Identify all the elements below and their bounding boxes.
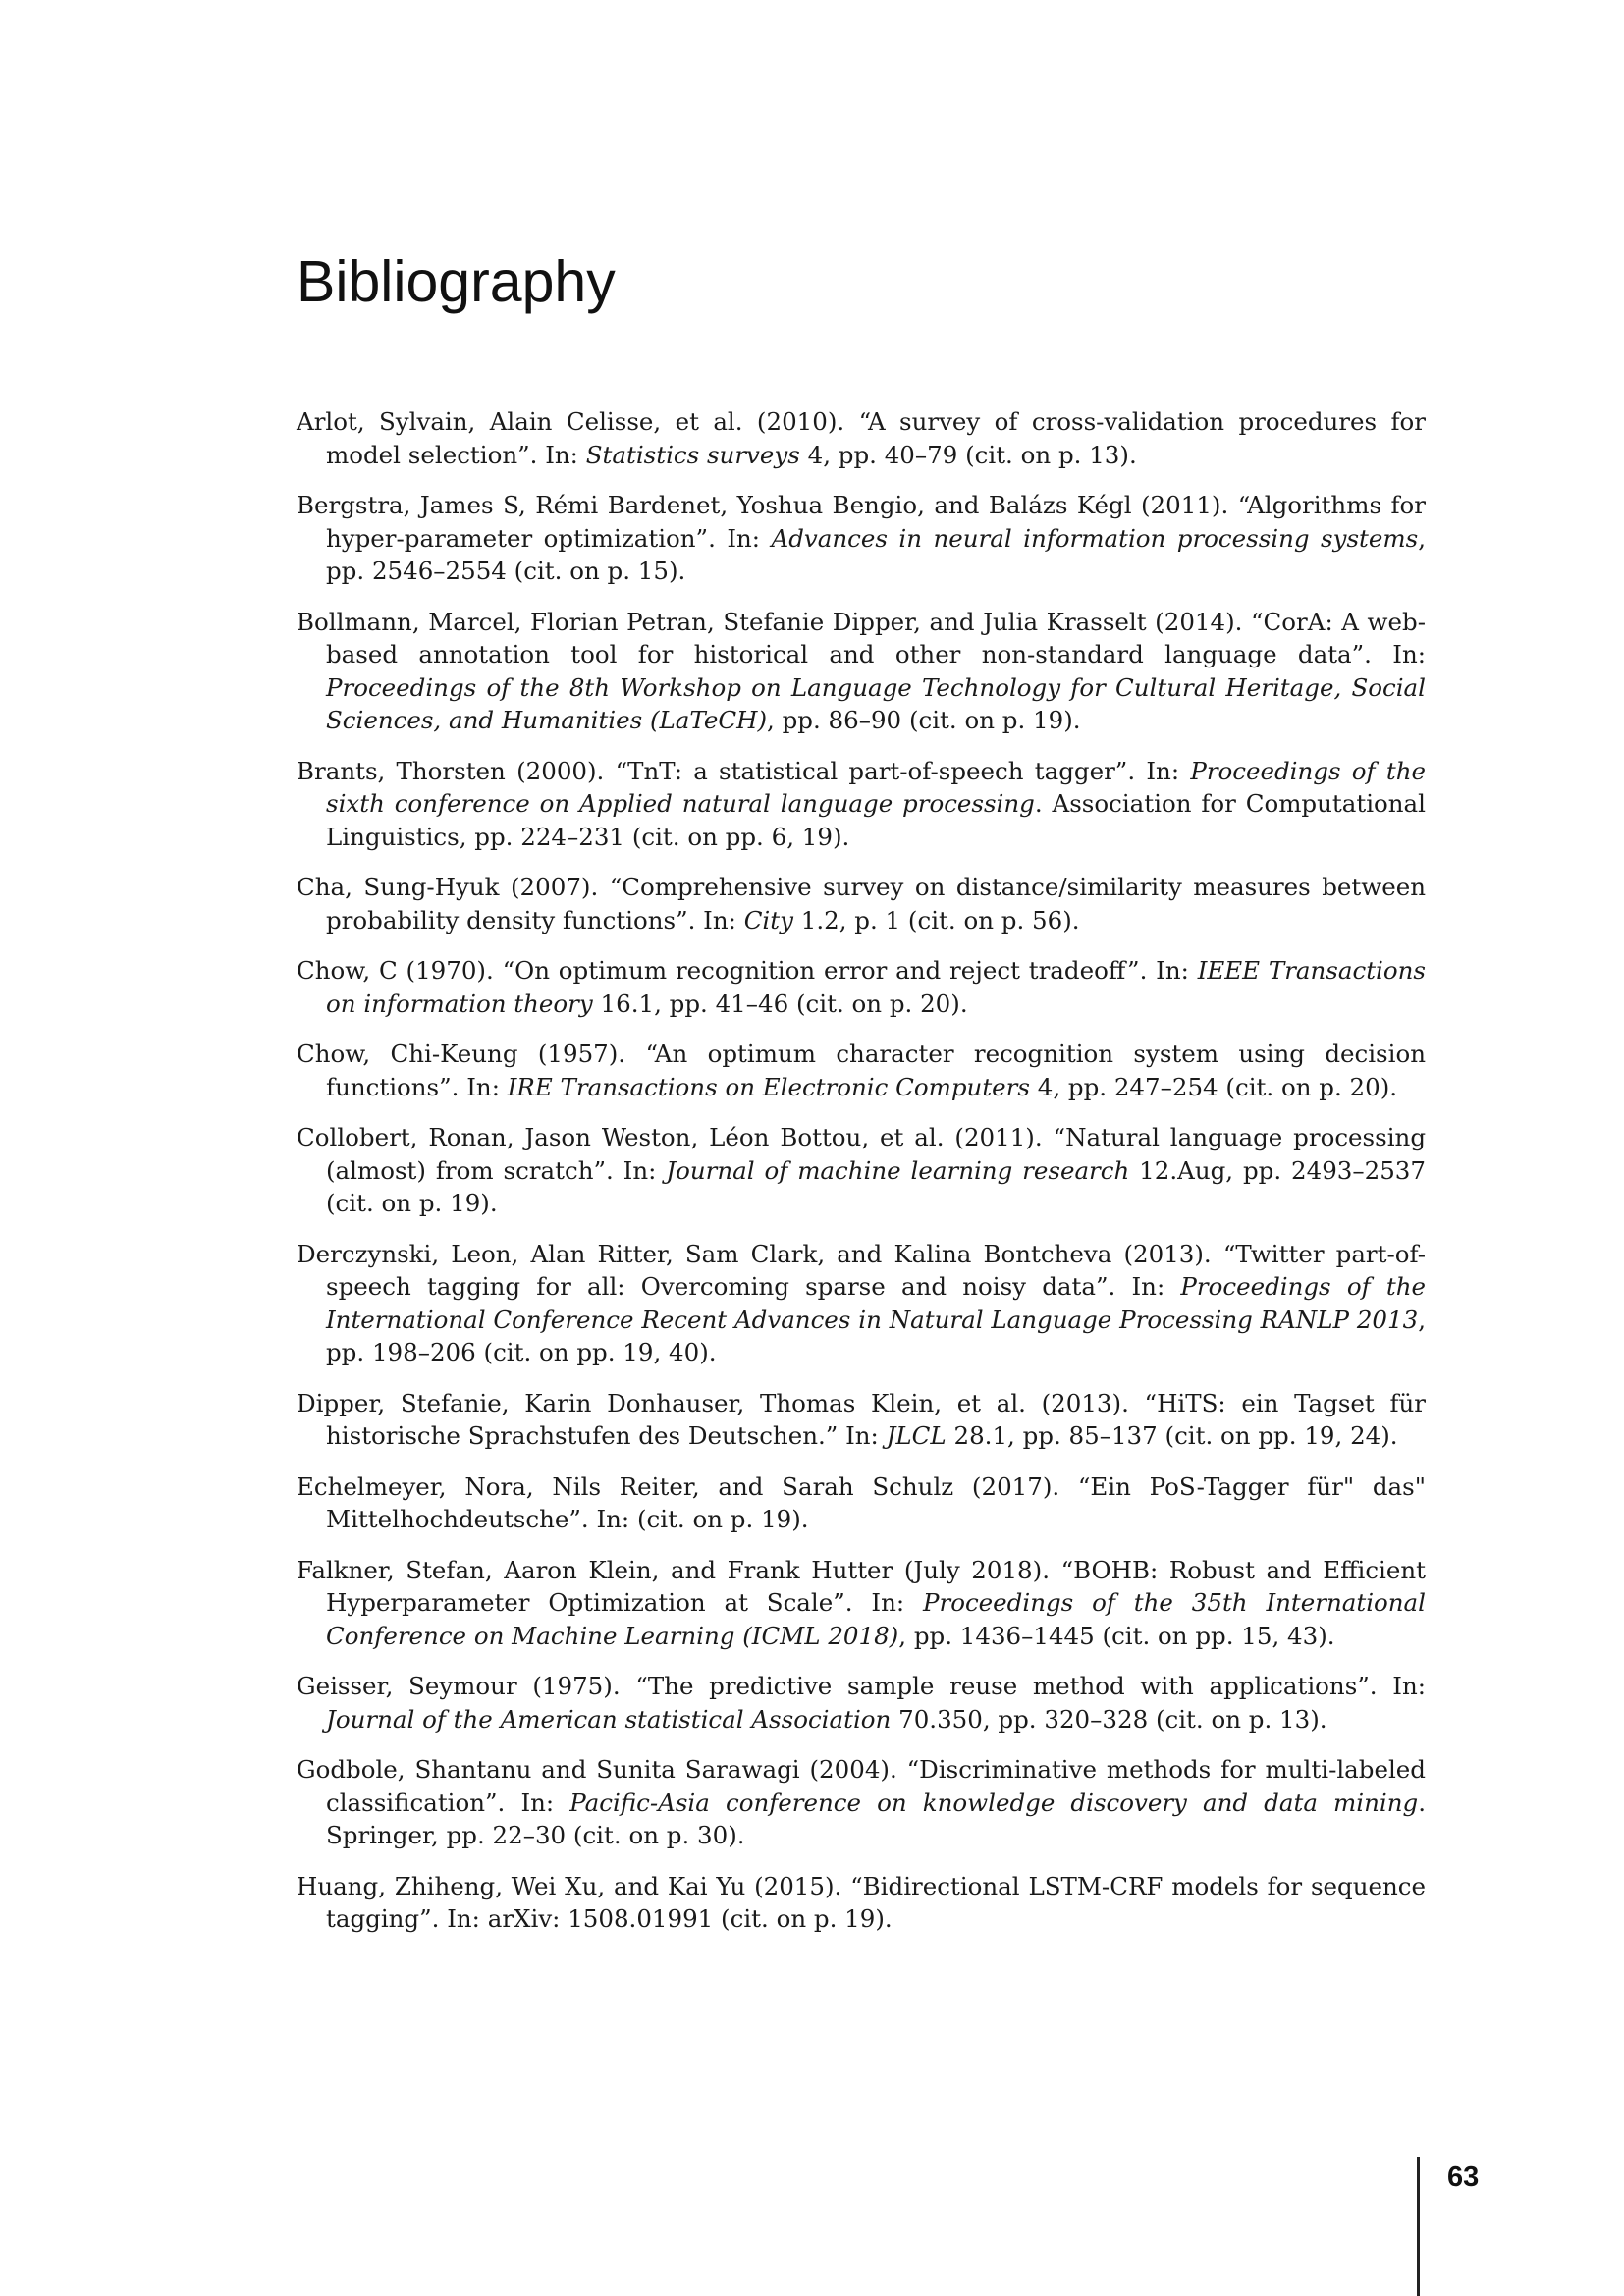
entry-venue: City (743, 905, 793, 934)
entry-venue: Statistics surveys (585, 440, 800, 469)
entry-text: Collobert, Ronan, Jason Weston, Léon Bottou, et al. (2011). “Natural language processing (almost) from scratch”. In: (297, 1123, 1426, 1185)
entry-details: 4, pp. 247–254 (cit. on p. 20). (1029, 1072, 1398, 1101)
entry-text: Falkner, Stefan, Aaron Klein, and Frank Hutter (July 2018). “BOHB: Robust and Efficient Hyperparameter Optimization at Scale”. In: (297, 1555, 1426, 1617)
bibliography-entry (297, 871, 1426, 936)
entry-details: , pp. 1436–1445 (cit. on pp. 15, 43). (898, 1621, 1335, 1650)
entry-details: , pp. 86–90 (cit. on p. 19). (767, 706, 1081, 734)
entry-text: Chow, C (1970). “On optimum recognition error and reject tradeoff”. In: (297, 956, 1198, 985)
entry-text: Huang, Zhiheng, Wei Xu, and Kai Yu (2015). “Bidirectional LSTM-CRF models for sequence tagging”. In: arXiv: 1508.01991 (cit. on p. 19). (297, 1871, 1426, 1933)
entry-text: Godbole, Shantanu and Sunita Sarawagi (2004). “Discriminative methods for multi-labeled classification”. In: (297, 1755, 1426, 1817)
entry-venue: IRE Transactions on Electronic Computers (507, 1072, 1030, 1101)
entry-text: Arlot, Sylvain, Alain Celisse, et al. (2010). “A survey of cross-validation procedures for model selection”. In: (297, 407, 1426, 469)
entry-venue: Advances in neural information processing systems (771, 523, 1419, 553)
bibliography-entry (297, 1470, 1426, 1536)
bibliography-entry (297, 954, 1426, 1020)
entry-text: Derczynski, Leon, Alan Ritter, Sam Clark, and Kalina Bontcheva (2013). “Twitter part-of-speech tagging for all: Overcoming sparse and noisy data”. In: (297, 1239, 1426, 1301)
bibliography-list (297, 405, 1426, 1953)
entry-venue: Journal of the American statistical Association (326, 1704, 892, 1734)
bibliography-entry (297, 405, 1426, 471)
bibliography-entry (297, 755, 1426, 854)
entry-details: 4, pp. 40–79 (cit. on p. 13). (799, 440, 1137, 469)
bibliography-entry (297, 606, 1426, 737)
entry-text: Bergstra, James S, Rémi Bardenet, Yoshua Bengio, and Balázs Kégl (2011). “Algorithms for hyper-parameter optimization”. In: (297, 491, 1426, 553)
bibliography-entry (297, 1038, 1426, 1103)
entry-text: Brants, Thorsten (2000). “TnT: a statistical part-of-speech tagger”. In: (297, 756, 1191, 785)
page-number: 63 (1447, 2162, 1480, 2193)
entry-venue: Proceedings of the sixth conference on Applied natural language processing (326, 756, 1426, 818)
bibliography-entry (297, 1753, 1426, 1852)
entry-details: 12.Aug, pp. 2493–2537 (cit. on p. 19). (326, 1155, 1426, 1217)
bibliography-entry (297, 1238, 1426, 1369)
entry-text: Dipper, Stefanie, Karin Donhauser, Thomas Klein, et al. (2013). “HiTS: ein Tagset für historische Sprachstufen des Deutschen.” In: (297, 1388, 1426, 1450)
page-number-rule (1417, 2157, 1420, 2296)
bibliography-entry (297, 1387, 1426, 1453)
entry-venue: JLCL (886, 1421, 947, 1450)
entry-details: 16.1, pp. 41–46 (cit. on p. 20). (592, 988, 968, 1018)
entry-venue: Proceedings of the 35th International Conference on Machine Learning (ICML 2018) (326, 1588, 1427, 1650)
chapter-title: Bibliography (297, 249, 616, 314)
entry-venue: IEEE Transactions on information theory (326, 956, 1426, 1018)
entry-details: , pp. 198–206 (cit. on pp. 19, 40). (326, 1305, 1426, 1366)
bibliography-entry (297, 1870, 1426, 1936)
bibliography-entry (297, 489, 1426, 588)
entry-text: Cha, Sung-Hyuk (2007). “Comprehensive survey on distance/similarity measures between probability density functions”. In: (297, 873, 1426, 934)
bibliography-entry (297, 1554, 1426, 1653)
entry-text: Chow, Chi-Keung (1957). “An optimum character recognition system using decision functions”. In: (297, 1040, 1426, 1101)
entry-details: 70.350, pp. 320–328 (cit. on p. 13). (891, 1704, 1327, 1734)
bibliography-entry (297, 1121, 1426, 1220)
bibliography-entry (297, 1670, 1426, 1735)
entry-details: , pp. 2546–2554 (cit. on p. 15). (326, 523, 1426, 585)
entry-venue: Proceedings of the 8th Workshop on Language Technology for Cultural Heritage, Social Sciences, and Humanities (LaTeCH) (326, 672, 1426, 734)
entry-details: 28.1, pp. 85–137 (cit. on pp. 19, 24). (946, 1421, 1398, 1450)
entry-details: 1.2, p. 1 (cit. on p. 56). (792, 905, 1080, 934)
entry-text: Bollmann, Marcel, Florian Petran, Stefanie Dipper, and Julia Krasselt (2014). “CorA: A web-based annotation tool for historical and other non-standard language data”. In: (297, 607, 1426, 668)
entry-venue: Journal of machine learning research (666, 1155, 1130, 1185)
entry-details: . Association for Computational Linguistics, pp. 224–231 (cit. on pp. 6, 19). (326, 789, 1426, 851)
entry-venue: Proceedings of the International Conference Recent Advances in Natural Language Processing RANLP 2013 (326, 1272, 1426, 1334)
entry-details: . Springer, pp. 22–30 (cit. on p. 30). (326, 1788, 1426, 1849)
entry-venue: Pacific-Asia conference on knowledge discovery and data mining (569, 1788, 1419, 1817)
entry-text: Echelmeyer, Nora, Nils Reiter, and Sarah Schulz (2017). “Ein PoS-Tagger für" das" Mittelhochdeutsche”. In: (cit. on p. 19). (297, 1471, 1426, 1533)
entry-text: Geisser, Seymour (1975). “The predictive sample reuse method with applications”. In: (297, 1672, 1426, 1700)
